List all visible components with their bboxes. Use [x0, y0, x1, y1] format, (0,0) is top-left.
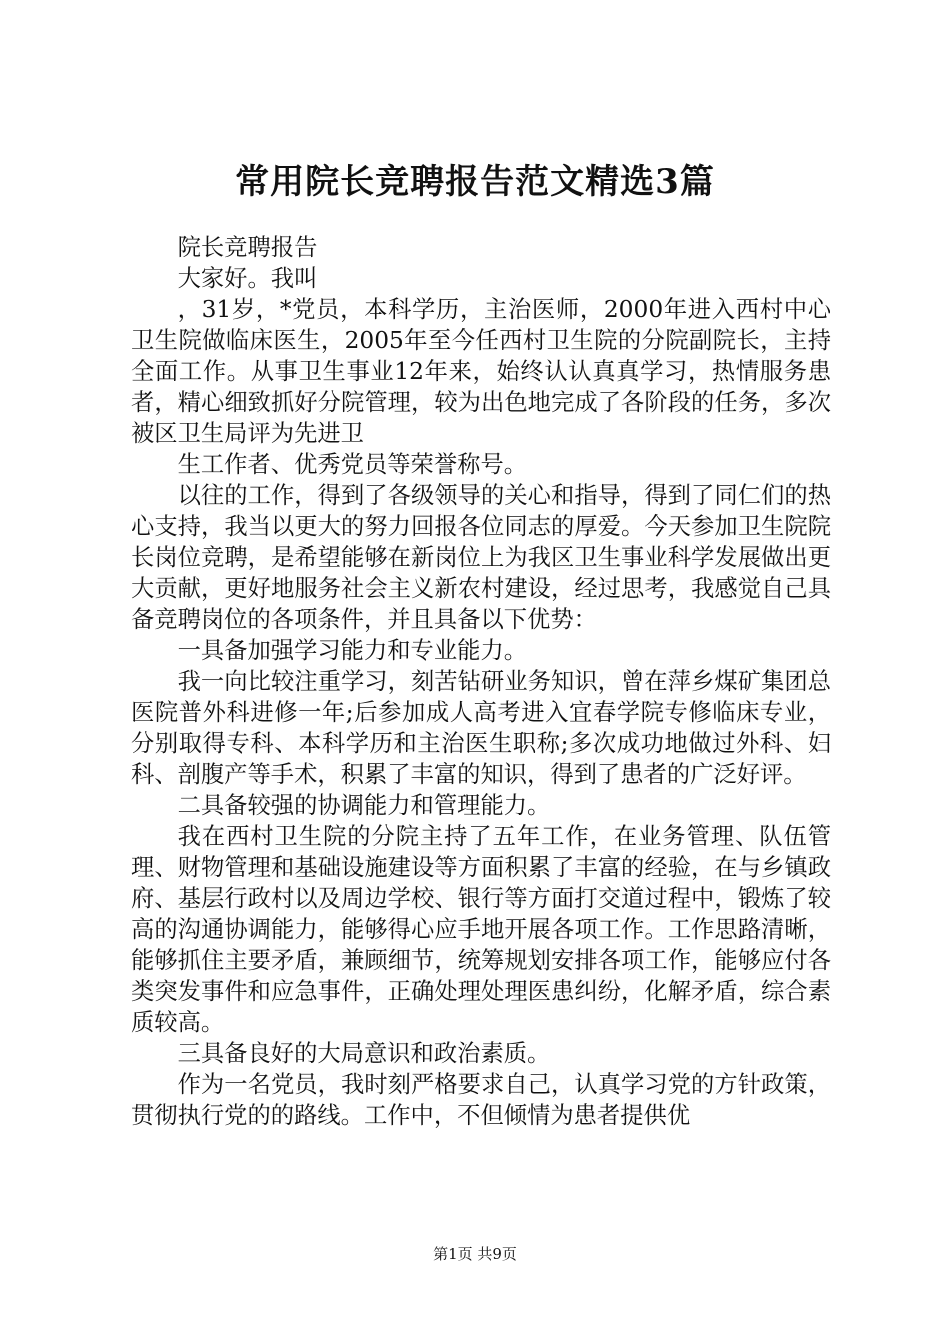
page-footer: 第1页 共9页 — [433, 1245, 517, 1263]
document-body — [131, 232, 831, 1131]
paragraph-honors: 生工作者、优秀党员等荣誉称号。 — [177, 451, 528, 478]
paragraph-intro: ，31岁，*党员，本科学历，主治医师，2000年进入西村中心卫生院做临床医生，2005年至今任西村卫生院的分院副院长，主持全面工作。从事卫生事业12年来，始终认认真真学习，热情服务患者，精心细致抓好分院管理，较为出色地完成了各阶段的任务，多次被区卫生局评为先进卫 — [131, 296, 831, 447]
document-title: 常用院长竞聘报告范文精选3篇 — [235, 162, 715, 202]
paragraph-politics: 作为一名党员，我时刻严格要求自己，认真学习党的方针政策，贯彻执行党的的路线。工作中，不但倾情为患者提供优 — [131, 1071, 831, 1129]
paragraph-management: 我在西村卫生院的分院主持了五年工作，在业务管理、队伍管理、财物管理和基础设施建设等方面积累了丰富的经验，在与乡镇政府、基层行政村以及周边学校、银行等方面打交道过程中，锻炼了较高的沟通协调能力，能够得心应手地开展各项工作。工作思路清晰，能够抓住主要矛盾，兼顾细节，统筹规划安排各项工作，能够应付各类突发事件和应急事件，正确处理处理医患纠纷，化解矛盾，综合素质较高。 — [131, 823, 831, 1036]
section-heading-1: 一具备加强学习能力和专业能力。 — [177, 637, 528, 664]
paragraph-heading: 院长竞聘报告 — [177, 234, 318, 261]
paragraph-study: 我一向比较注重学习，刻苦钻研业务知识，曾在萍乡煤矿集团总医院普外科进修一年;后参加成人高考进入宜春学院专修临床专业，分别取得专科、本科学历和主治医生职称;多次成功地做过外科、妇科、剖腹产等手术，积累了丰富的知识，得到了患者的广泛好评。 — [131, 668, 831, 788]
paragraph-greeting: 大家好。我叫 — [177, 265, 318, 292]
section-heading-2: 二具备较强的协调能力和管理能力。 — [177, 792, 551, 819]
paragraph-motivation: 以往的工作，得到了各级领导的关心和指导，得到了同仁们的热心支持，我当以更大的努力回报各位同志的厚爱。今天参加卫生院院长岗位竞聘，是希望能够在新岗位上为我区卫生事业科学发展做出更大贡献，更好地服务社会主义新农村建设，经过思考，我感觉自己具备竞聘岗位的各项条件，并且具备以下优势： — [131, 482, 831, 633]
section-heading-3: 三具备良好的大局意识和政治素质。 — [177, 1040, 551, 1067]
